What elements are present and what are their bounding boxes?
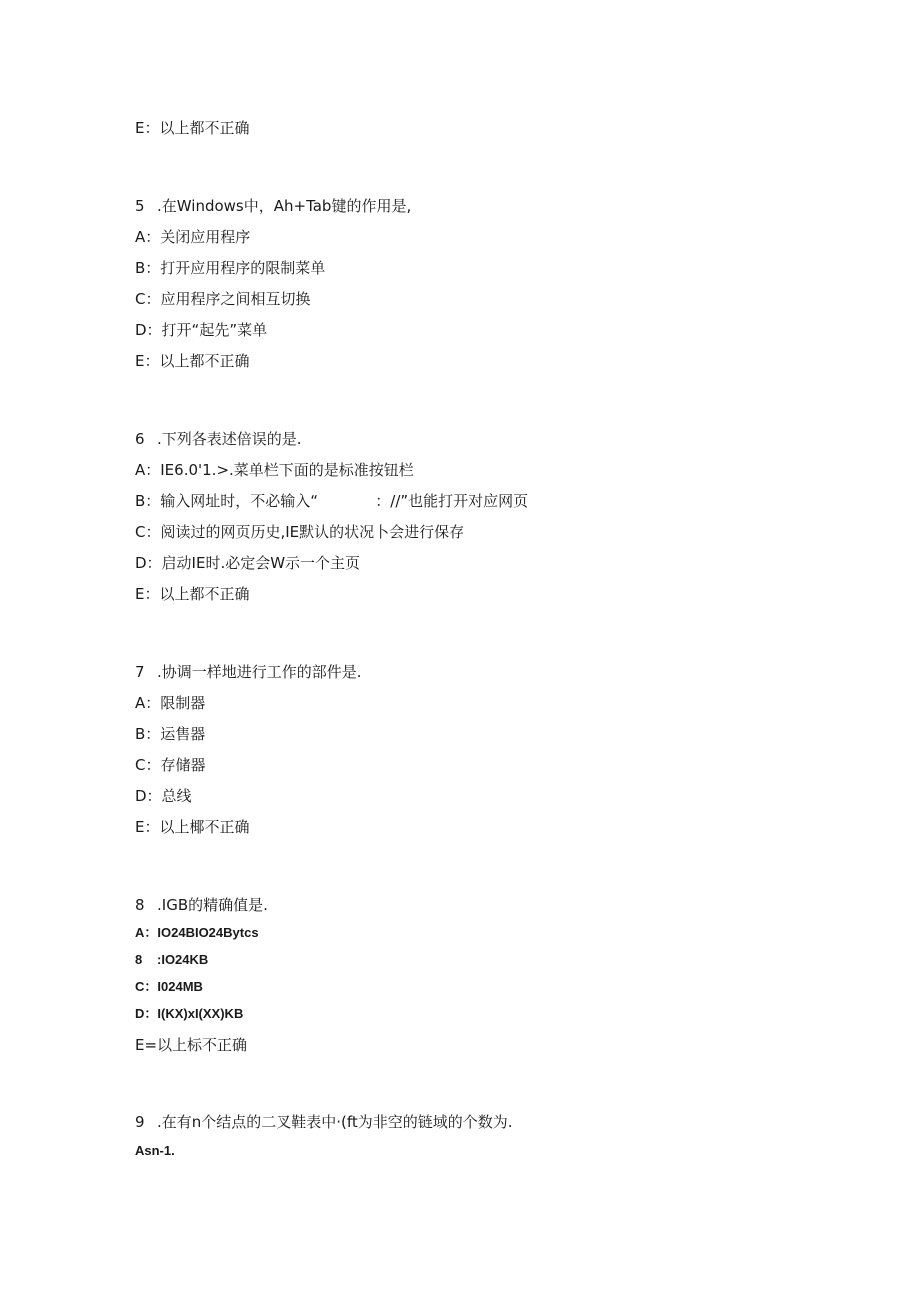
option-e: E：以上都不正确 (135, 119, 250, 137)
question-text: .在有n个结点的二叉鞋表中·(ft为非空的链域的个数为. (157, 1113, 513, 1131)
question-number: 5 (135, 197, 145, 215)
option-b: B：运售器 (135, 725, 206, 743)
option-number: 8 (135, 952, 143, 967)
option-a: A：限制器 (135, 694, 206, 712)
option-b: B：输入网址时，不必输入“ ：//”也能打开对应网页 (135, 492, 529, 510)
option-e: E：以上都不正确 (135, 352, 250, 370)
question-7 (135, 662, 362, 682)
question-5 (135, 196, 411, 216)
question-8 (135, 895, 268, 915)
question-number: 6 (135, 430, 145, 448)
option-b: B：打开应用程序的限制菜单 (135, 259, 326, 277)
option-b: 8 :IO24KB (135, 950, 208, 970)
option-a: A：IO24BIO24Bytcs (135, 925, 259, 940)
option-a: A：关闭应用程序 (135, 228, 251, 246)
option-c: C：存储器 (135, 756, 206, 774)
option-d: D：打开“起先”菜单 (135, 321, 268, 339)
option-a: Asn-1. (135, 1143, 175, 1158)
option-c: C：应用程序之间相互切换 (135, 290, 311, 308)
option-c: C：阅读过的网页历史,IE默认的状况卜会进行保存 (135, 523, 465, 541)
question-9 (135, 1112, 513, 1132)
question-6 (135, 429, 302, 449)
question-text: .IGB的精确值是. (157, 896, 268, 914)
question-text: .协调一样地进行工作的部件是. (157, 663, 362, 681)
option-c: C：I024MB (135, 979, 203, 994)
question-number: 7 (135, 663, 145, 681)
option-e: E：以上椰不正确 (135, 818, 250, 836)
option-e: E=以上标不正确 (135, 1036, 248, 1054)
option-d: D：总线 (135, 787, 192, 805)
question-text: .下列各表述倍误的是. (157, 430, 302, 448)
option-d: D：启动IE时.必定会W示一个主页 (135, 554, 361, 572)
option-a: A：IE6.0'1.>.菜单栏下面的是标准按钮栏 (135, 461, 414, 479)
question-number: 8 (135, 896, 145, 914)
option-e: E：以上都不正确 (135, 585, 250, 603)
question-number: 9 (135, 1113, 145, 1131)
question-text: .在Windows中，Ah+Tab键的作用是, (157, 197, 412, 215)
option-d: D：I(KX)xI(XX)KB (135, 1006, 244, 1021)
